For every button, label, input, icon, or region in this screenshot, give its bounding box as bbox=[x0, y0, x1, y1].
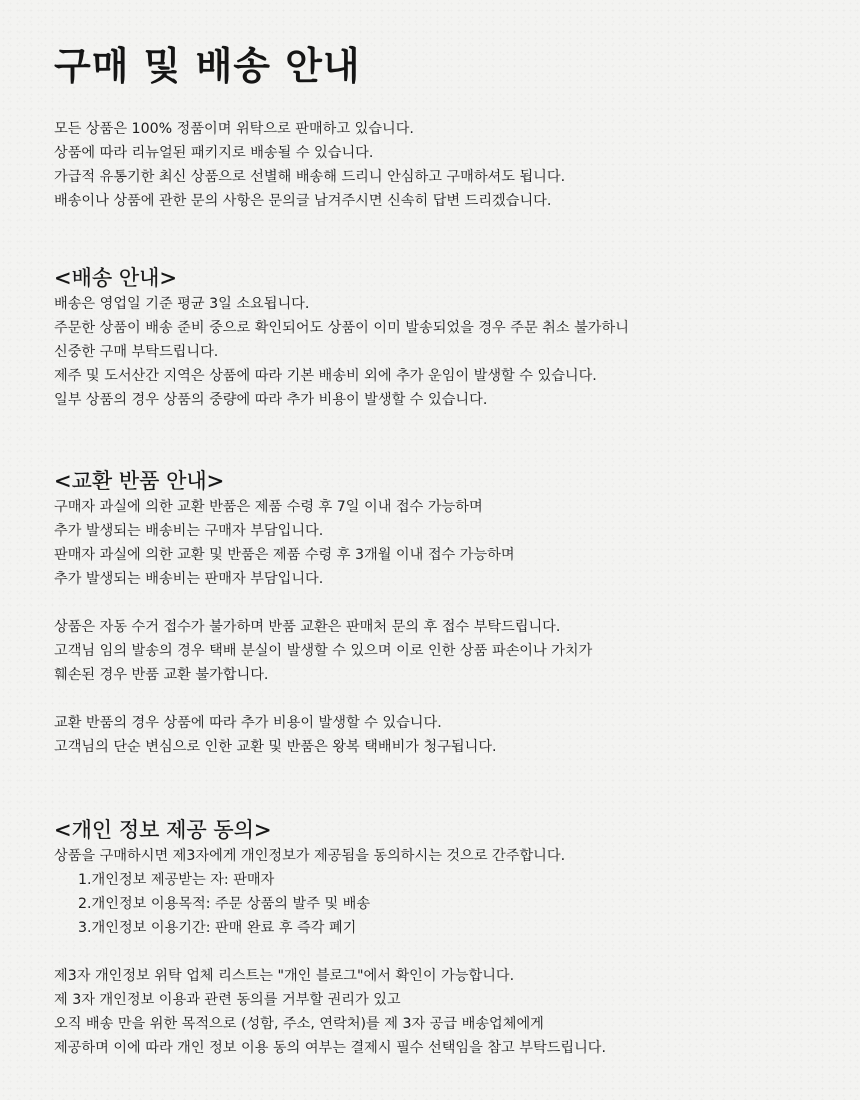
privacy-line: 제공하며 이에 따라 개인 정보 이용 동의 여부는 결제시 필수 선택임을 참고 부탁드립니다. bbox=[54, 1040, 607, 1056]
intro-line: 배송이나 상품에 관한 문의 사항은 문의글 남겨주시면 신속히 답변 드리겠습니다. bbox=[54, 193, 552, 209]
returns-line: 추가 발생되는 배송비는 판매자 부담입니다. bbox=[54, 571, 324, 587]
returns-line: 고객님의 단순 변심으로 인한 교환 및 반품은 왕복 택배비가 청구됩니다. bbox=[54, 739, 497, 755]
shipping-line: 일부 상품의 경우 상품의 중량에 따라 추가 비용이 발생할 수 있습니다. bbox=[54, 392, 488, 408]
shipping-line: 신중한 구매 부탁드립니다. bbox=[54, 344, 219, 360]
privacy-heading: <개인 정보 제공 동의> bbox=[54, 818, 272, 842]
shipping-line: 주문한 상품이 배송 준비 중으로 확인되어도 상품이 이미 발송되었을 경우 주문 취소 불가하니 bbox=[54, 320, 629, 336]
privacy-list-item: 2.개인정보 이용목적: 주문 상품의 발주 및 배송 bbox=[78, 896, 371, 912]
returns-line: 훼손된 경우 반품 교환 불가합니다. bbox=[54, 667, 269, 683]
shipping-section bbox=[54, 264, 844, 412]
intro-line: 모든 상품은 100% 정품이며 위탁으로 판매하고 있습니다. bbox=[54, 121, 414, 137]
returns-line: 판매자 과실에 의한 교환 및 반품은 제품 수령 후 3개월 이내 접수 가능하며 bbox=[54, 547, 515, 563]
returns-line: 고객님 임의 발송의 경우 택배 분실이 발생할 수 있으며 이로 인한 상품 파손이나 가치가 bbox=[54, 643, 593, 659]
privacy-line: 제3자 개인정보 위탁 업체 리스트는 "개인 블로그"에서 확인이 가능합니다. bbox=[54, 968, 515, 984]
shipping-line: 배송은 영업일 기준 평균 3일 소요됩니다. bbox=[54, 296, 310, 312]
privacy-list-item: 1.개인정보 제공받는 자: 판매자 bbox=[78, 872, 275, 888]
intro-line: 가급적 유통기한 최신 상품으로 선별해 배송해 드리니 안심하고 구매하셔도 됩니다. bbox=[54, 169, 566, 185]
returns-line: 추가 발생되는 배송비는 구매자 부담입니다. bbox=[54, 523, 324, 539]
returns-line: 구매자 과실에 의한 교환 반품은 제품 수령 후 7일 이내 접수 가능하며 bbox=[54, 499, 483, 515]
page-title: 구매 및 배송 안내 bbox=[54, 44, 361, 88]
privacy-line: 오직 배송 만을 위한 목적으로 (성함, 주소, 연락처)를 제 3자 공급 배송업체에게 bbox=[54, 1016, 544, 1032]
shipping-heading: <배송 안내> bbox=[54, 266, 178, 290]
returns-section bbox=[54, 467, 844, 759]
returns-heading: <교환 반품 안내> bbox=[54, 469, 225, 493]
intro-line: 상품에 따라 리뉴얼된 패키지로 배송될 수 있습니다. bbox=[54, 145, 374, 161]
privacy-list-item: 3.개인정보 이용기간: 판매 완료 후 즉각 폐기 bbox=[78, 920, 357, 936]
privacy-line: 상품을 구매하시면 제3자에게 개인정보가 제공됨을 동의하시는 것으로 간주합니다. bbox=[54, 848, 566, 864]
shipping-line: 제주 및 도서산간 지역은 상품에 따라 기본 배송비 외에 추가 운임이 발생할 수 있습니다. bbox=[54, 368, 597, 384]
returns-line: 상품은 자동 수거 접수가 불가하며 반품 교환은 판매처 문의 후 접수 부탁드립니다. bbox=[54, 619, 561, 635]
intro-section bbox=[54, 117, 844, 213]
privacy-line: 제 3자 개인정보 이용과 관련 동의를 거부할 권리가 있고 bbox=[54, 992, 401, 1008]
returns-line: 교환 반품의 경우 상품에 따라 추가 비용이 발생할 수 있습니다. bbox=[54, 715, 442, 731]
privacy-section bbox=[54, 816, 844, 1060]
